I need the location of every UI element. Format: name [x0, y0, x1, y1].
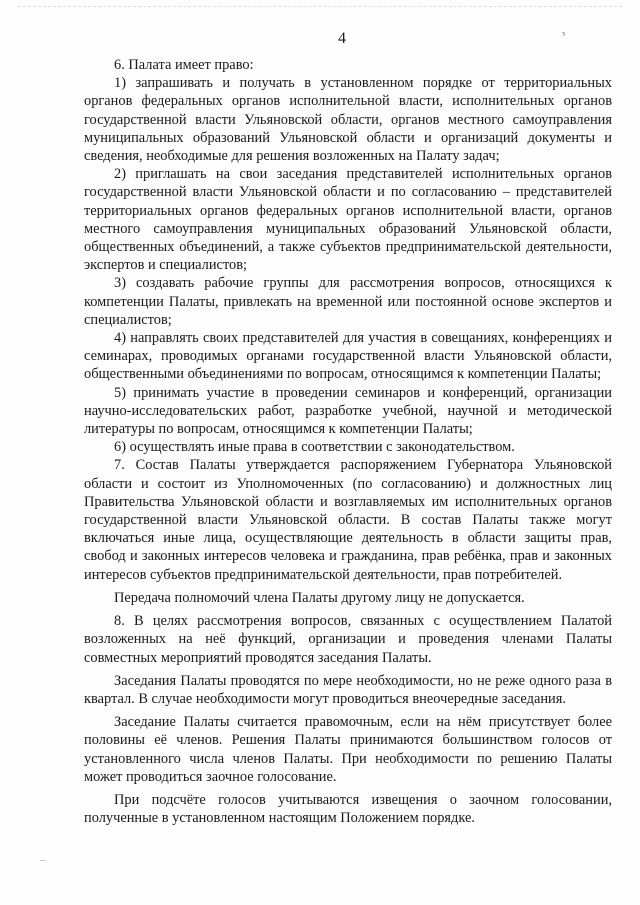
body-text	[84, 56, 612, 827]
paragraph-composition: 7. Состав Палаты утверждается распоряжением Губернатора Ульяновской области и состоит из Уполномоченных (по согласованию) и должностных лиц Правительства Ульяновской области и возглавляемых им исполнительных органов государственной власти Ульяновской области. В состав Палаты также могут включаться иные лица, осуществляющие деятельность в области защиты прав, свобод и законных интересов человека и гражданина, прав ребёнка, прав и законных интересов субъектов предпринимательской деятельности, прав потребителей.	[84, 457, 612, 583]
paragraph-meeting-frequency: Заседания Палаты проводятся по мере необходимости, но не реже одного раза в квартал. В случае необходимости могут проводиться внеочередные заседания.	[84, 672, 612, 707]
paragraph-right-1: 1) запрашивать и получать в установленном порядке от территориальных органов федеральных органов исполнительной власти, исполнительных органов государственной власти Ульяновской области, органов местного самоуправления муниципальных образований Ульяновской области и организаций документы и сведения, необходимые для решения возложенных на Палату задач;	[84, 75, 612, 165]
paragraph-right-6: 6) осуществлять иные права в соответствии с законодательством.	[114, 439, 515, 456]
paragraph-vote-count: При подсчёте голосов учитываются извещения о заочном голосовании, полученные в установленном настоящим Положением порядке.	[84, 791, 612, 827]
paragraph-right-5: 5) принимать участие в проведении семинаров и конференций, организации научно-исследовательских работ, разработке учебной, научной и методической литературы по вопросам, относящимся к компетенции Палаты;	[84, 384, 612, 438]
paragraph-right-2: 2) приглашать на свои заседания представителей исполнительных органов государственной власти Ульяновской области и по согласованию – представителей территориальных органов федеральных органов исполнительной власти, органов местного самоуправления муниципальных образований Ульяновской области, общественных объединений, а также субъектов предпринимательской деятельности, экспертов и специалистов;	[84, 166, 612, 274]
paragraph-meetings: 8. В целях рассмотрения вопросов, связанных с осуществлением Палатой возложенных на неё функций, организации и проведения членами Палаты совместных мероприятий проводятся заседания Палаты.	[84, 613, 612, 666]
page-number: 4	[338, 30, 346, 47]
paragraph-rights-heading: 6. Палата имеет право:	[114, 57, 254, 73]
paragraph-right-3: 3) создавать рабочие группы для рассмотрения вопросов, относящихся к компетенции Палаты, привлекать на временной или постоянной основе экспертов и специалистов;	[84, 275, 612, 328]
scan-margin-mark	[40, 860, 46, 861]
paragraph-quorum: Заседание Палаты считается правомочным, если на нём присутствует более половины её членов. Решения Палаты принимаются большинством голосов от установленного числа членов Палаты. При необходимости по решению Палаты может проводиться заочное голосование.	[84, 714, 612, 785]
paragraph-delegation: Передача полномочий члена Палаты другому лицу не допускается.	[114, 589, 525, 606]
scan-top-edge	[18, 6, 622, 9]
corner-mark: ᵌ	[562, 28, 565, 42]
paragraph-right-4: 4) направлять своих представителей для участия в совещаниях, конференциях и семинарах, проводимых органами государственной власти Ульяновской области, общественными объединениями по вопросам, относящимся к компетенции Палаты;	[84, 330, 612, 383]
